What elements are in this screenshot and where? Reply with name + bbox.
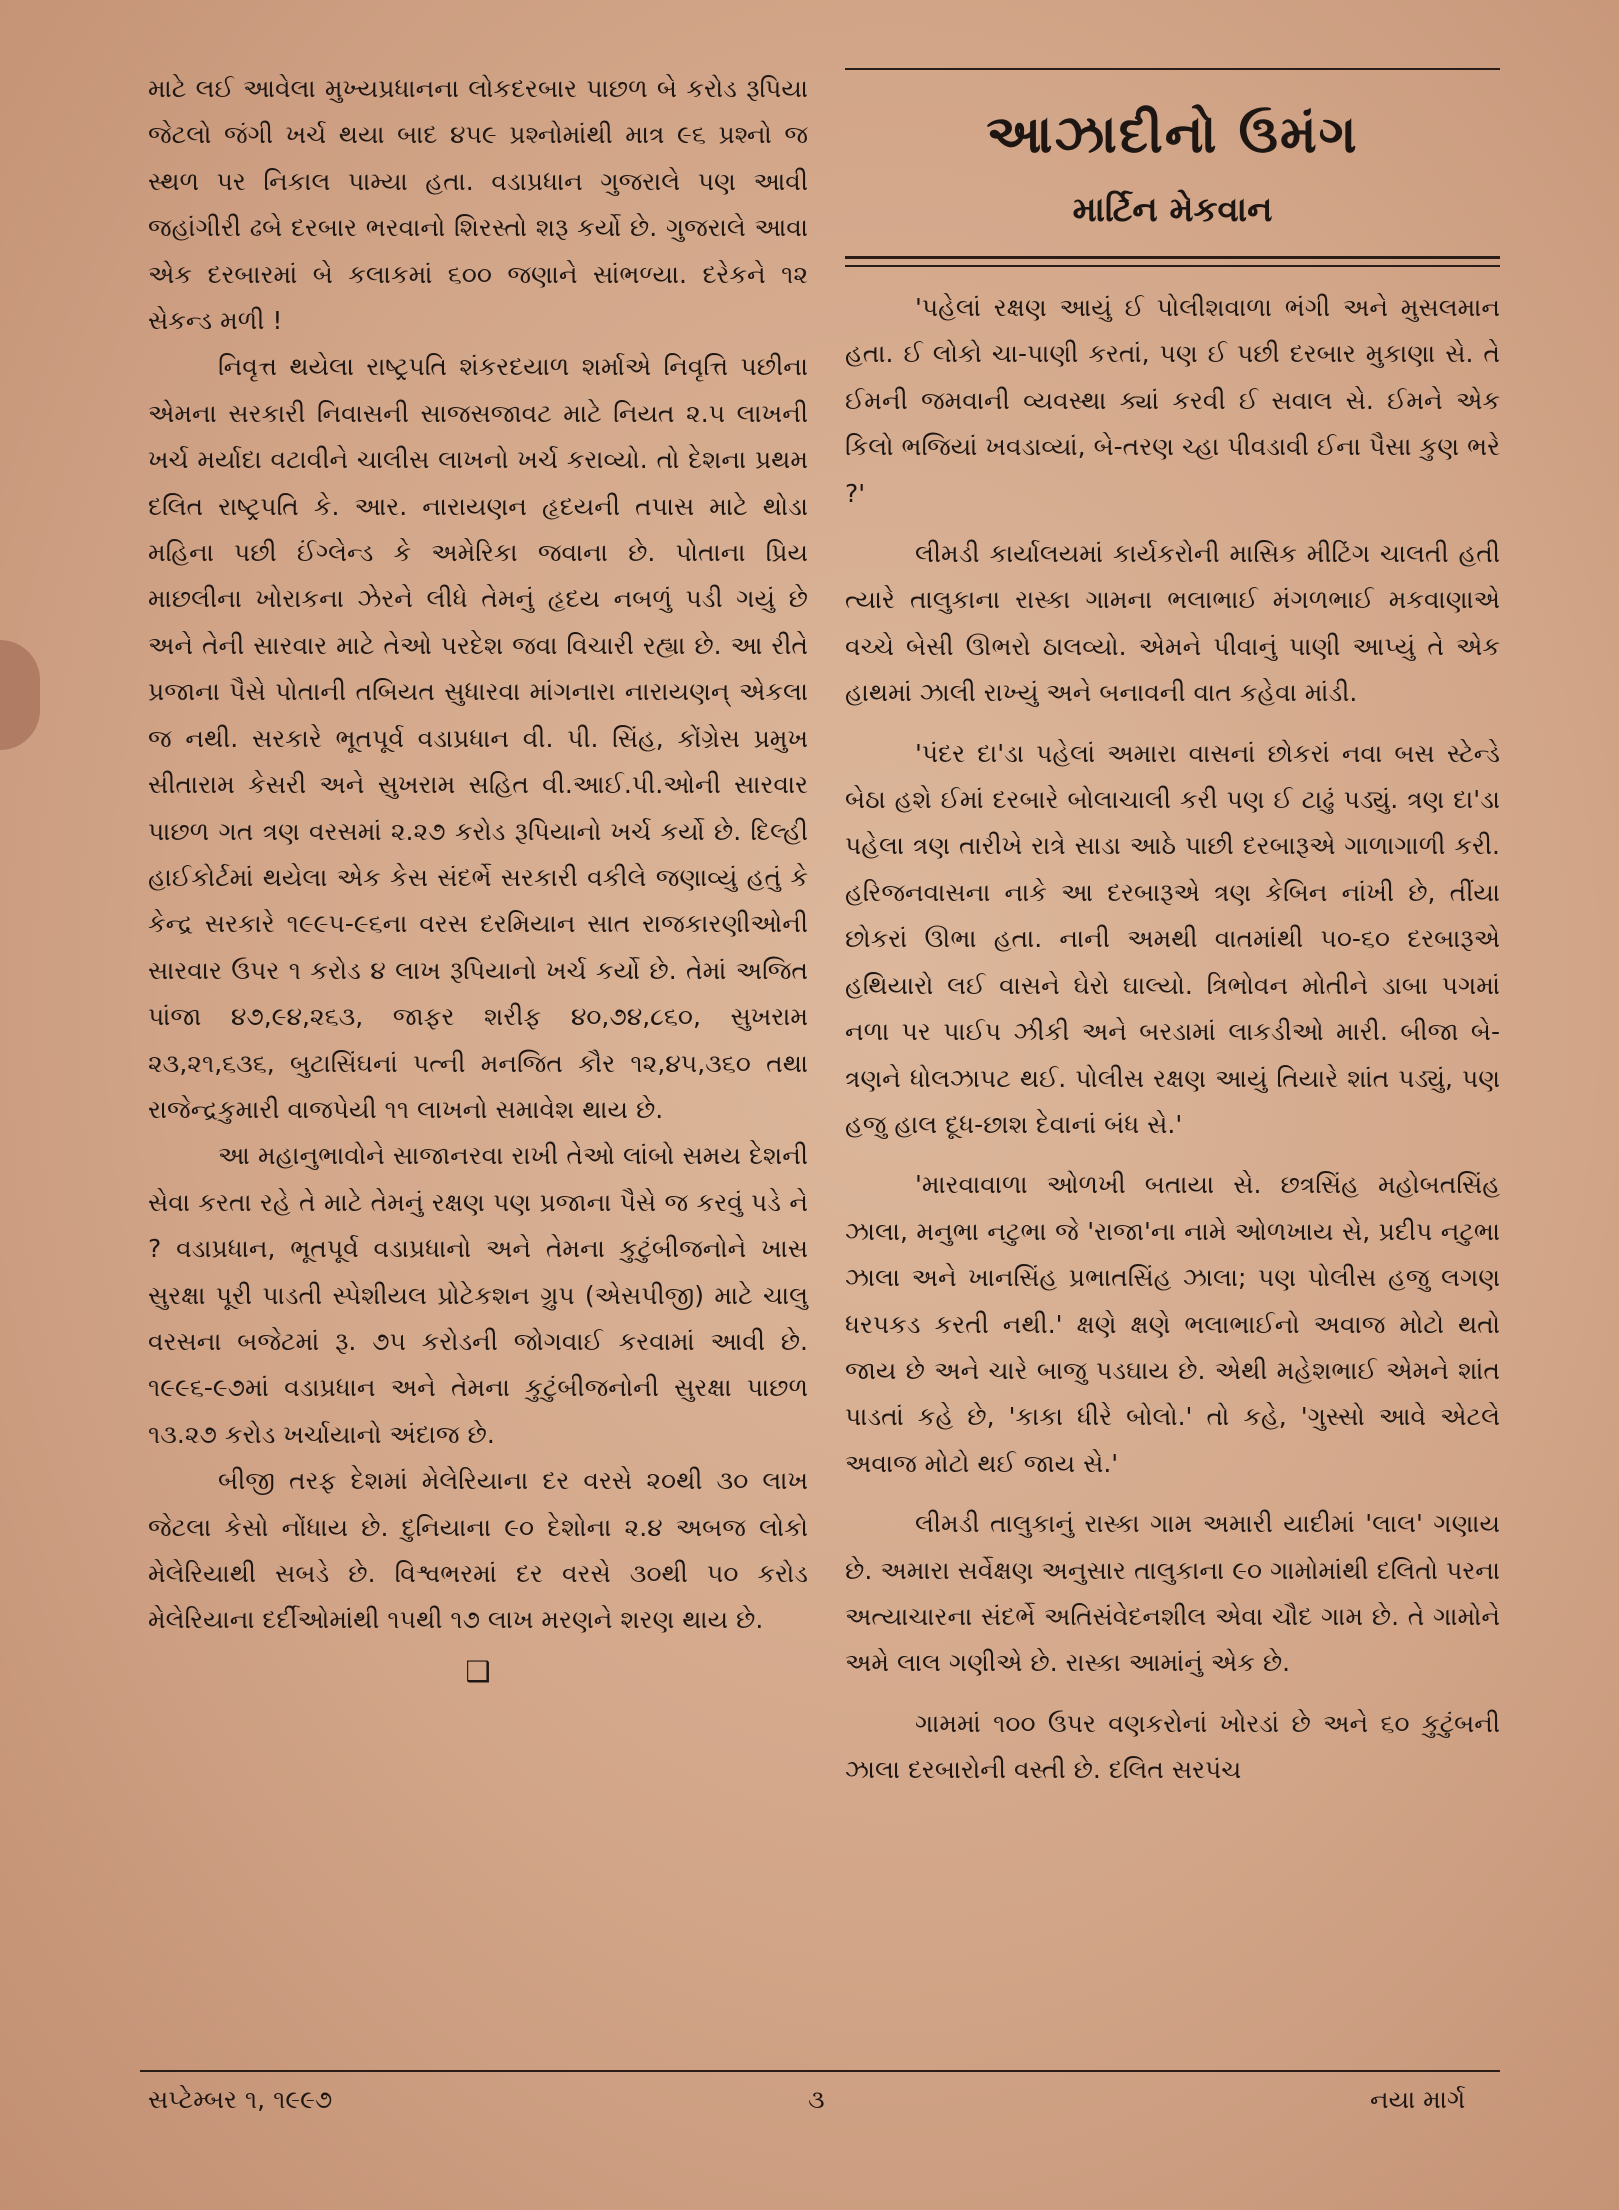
right-paragraph-3: 'પંદર દા'ડા પહેલાં અમારા વાસનાં છોકરાં નવા બસ સ્ટેન્ડે બેઠા હશે ઈમાં દરબારે બોલાચાલી કરી પણ ઈ ટાઢું પડ્યું. ત્રણ દા'ડા પહેલા ત્રણ તારીખે રાત્રે સાડા આઠે પાછી દરબારૂએ ગાળાગાળી કરી. હરિજનવાસના નાકે આ દરબારૂએ ત્રણ કેબિન નાંખી છે, તીંયા છોકરાં ઊભા હતા. નાની અમથી વાતમાંથી ૫૦-૬૦ દરબારૂએ હથિયારો લઈ વાસને ઘેરો ઘાલ્યો. ત્રિભોવન મોતીને ડાબા પગમાં નળા પર પાઈપ ઝીકી અને બરડામાં લાકડીઓ મારી. બીજા બે-ત્રણને ધોલઝાપટ થઈ. પોલીસ રક્ષણ આયું તિયારે શાંત પડ્યું, પણ હજુ હાલ દૂધ-છાશ દેવાનાં બંધ સે.' xyxy=(845,738,1500,1139)
title-rule xyxy=(845,256,1500,267)
right-paragraph-2: લીમડી કાર્યાલયમાં કાર્યકરોની માસિક મીટિંગ ચાલતી હતી ત્યારે તાલુકાના રાસ્કા ગામના ભલાભાઈ મંગળભાઈ મકવાણાએ વચ્ચે બેસી ઊભરો ઠાલવ્યો. એમને પીવાનું પાણી આપ્યું તે એક હાથમાં ઝાલી રાખ્યું અને બનાવની વાત કહેવા માંડી. xyxy=(845,539,1500,708)
top-rule xyxy=(845,68,1500,70)
right-paragraph-1: 'પહેલાં રક્ષણ આયું ઈ પોલીશવાળા ભંગી અને મુસલમાન હતા. ઈ લોકો ચા-પાણી કરતાં, પણ ઈ પછી દરબાર મુકાણા સે. તે ઈમની જમવાની વ્યવસ્થા ક્યાં કરવી ઈ સવાલ સે. ઈમને એક કિલો ભજિયાં ખવડાવ્યાં, બે-તરણ ચ્હા પીવડાવી ઈના પૈસા કુણ ભરે ?' xyxy=(845,293,1500,508)
right-paragraph-6: ગામમાં ૧૦૦ ઉપર વણકરોનાં ખોરડાં છે અને ૬૦ કુટુંબની ઝાલા દરબારોની વસ્તી છે. દલિત સરપંચ xyxy=(845,1708,1500,1785)
torn-edge xyxy=(0,640,40,750)
article-body xyxy=(845,285,1500,1794)
footer-rule xyxy=(140,2070,1500,2072)
publication-name: નયા માર્ગ xyxy=(1370,2085,1466,2114)
left-paragraph-4: બીજી તરફ દેશમાં મેલેરિયાના દર વરસે ૨૦થી ૩૦ લાખ જેટલા કેસો નોંધાય છે. દુનિયાના ૯૦ દેશોના ૨.૪ અબજ લોકો મેલેરિયાથી સબડે છે. વિશ્વભરમાં દર વરસે ૩૦થી ૫૦ કરોડ મેલેરિયાના દર્દીઓમાંથી ૧૫થી ૧૭ લાખ મરણને શરણ થાય છે. xyxy=(148,1466,808,1635)
end-mark-icon: ❑ xyxy=(465,1654,491,1688)
right-column xyxy=(845,68,1500,1808)
left-paragraph-2: નિવૃત્ત થયેલા રાષ્ટ્રપતિ શંકરદયાળ શર્માએ નિવૃત્તિ પછીના એમના સરકારી નિવાસની સાજસજાવટ માટે નિયત ૨.૫ લાખની ખર્ચ મર્યાદા વટાવીને ચાલીસ લાખનો ખર્ચ કરાવ્યો. તો દેશના પ્રથમ દલિત રાષ્ટ્રપતિ કે. આર. નારાયણન હૃદયની તપાસ માટે થોડા મહિના પછી ઈંગ્લેન્ડ કે અમેરિકા જવાના છે. પોતાના પ્રિય માછલીના ખોરાકના ઝેરને લીધે તેમનું હૃદય નબળું પડી ગયું છે અને તેની સારવાર માટે તેઓ પરદેશ જવા વિચારી રહ્યા છે. આ રીતે પ્રજાના પૈસે પોતાની તબિયત સુધારવા માંગનારા નારાયણન્ એકલા જ નથી. સરકારે ભૂતપૂર્વ વડાપ્રધાન વી. પી. સિંહ, કોંગ્રેસ પ્રમુખ સીતારામ કેસરી અને સુખરામ સહિત વી.આઈ.પી.ઓની સારવાર પાછળ ગત ત્રણ વરસમાં ૨.૨૭ કરોડ રૂપિયાનો ખર્ચ કર્યો છે. દિલ્હી હાઈકોર્ટમાં થયેલા એક કેસ સંદર્ભે સરકારી વકીલે જણાવ્યું હતું કે કેન્દ્ર સરકારે ૧૯૯૫-૯૬ના વરસ દરમિયાન સાત રાજકારણીઓની સારવાર ઉપર ૧ કરોડ ૪ લાખ રૂપિયાનો ખર્ચ કર્યો છે. તેમાં અજિત પાંજા ૪૭,૯૪,૨૬૩, જાફર શરીફ ૪૦,૭૪,૮૬૦, સુખરામ ૨૩,૨૧,૬૩૬, બુટાસિંઘનાં પત્ની મનજિત કૌર ૧૨,૪૫,૩૬૦ તથા રાજેન્દ્રકુમારી વાજપેયી ૧૧ લાખનો સમાવેશ થાય છે. xyxy=(148,352,808,1124)
page-number: ૩ xyxy=(808,2085,825,2114)
left-column xyxy=(148,66,808,1692)
footer-date: સપ્ટેમ્બર ૧, ૧૯૯૭ xyxy=(148,2085,333,2114)
article-author: માર્ટિન મેકવાન xyxy=(1072,190,1273,230)
right-paragraph-4: 'મારવાવાળા ઓળખી બતાયા સે. છત્રસિંહ મહોબતસિંહ ઝાલા, મનુભા નટુભા જે 'રાજા'ના નામે ઓળખાય સે, પ્રદીપ નટુભા ઝાલા અને ખાનસિંહ પ્રભાતસિંહ ઝાલા; પણ પોલીસ હજુ લગણ ધરપકડ કરતી નથી.' ક્ષણે ક્ષણે ભલાભાઈનો અવાજ મોટો થતો જાય છે અને ચારે બાજુ પડઘાય છે. એથી મહેશભાઈ એમને શાંત પાડતાં કહે છે, 'કાકા ધીરે બોલો.' તો કહે, 'ગુસ્સો આવે એટલે અવાજ મોટો થઈ જાય સે.' xyxy=(845,1170,1500,1478)
left-paragraph-3: આ મહાનુભાવોને સાજાનરવા રાખી તેઓ લાંબો સમય દેશની સેવા કરતા રહે તે માટે તેમનું રક્ષણ પણ પ્રજાના પૈસે જ કરવું પડે ને ? વડાપ્રધાન, ભૂતપૂર્વ વડાપ્રધાનો અને તેમના કુટુંબીજનોને ખાસ સુરક્ષા પૂરી પાડતી સ્પેશીયલ પ્રોટેકશન ગ્રુપ (એસપીજી) માટે ચાલુ વરસના બજેટમાં રૂ. ૭૫ કરોડની જોગવાઈ કરવામાં આવી છે. ૧૯૯૬-૯૭માં વડાપ્રધાન અને તેમના કુટુંબીજનોની સુરક્ષા પાછળ ૧૩.૨૭ કરોડ ખર્ચાયાનો અંદાજ છે. xyxy=(148,1141,808,1449)
article-title: આઝાદીનો ઉમંગ xyxy=(986,105,1359,165)
left-paragraph-1: માટે લઈ આવેલા મુખ્યપ્રધાનના લોકદરબાર પાછળ બે કરોડ રૂપિયા જેટલો જંગી ખર્ચ થયા બાદ ૪૫૯ પ્રશ્નોમાંથી માત્ર ૯૬ પ્રશ્નો જ સ્થળ પર નિકાલ પામ્યા હતા. વડાપ્રધાન ગુજરાલે પણ આવી જહાંગીરી ઢબે દરબાર ભરવાનો શિરસ્તો શરૂ કર્યો છે. ગુજરાલે આવા એક દરબારમાં બે કલાકમાં ૬૦૦ જણાને સાંભળ્યા. દરેકને ૧૨ સેકન્ડ મળી ! xyxy=(148,74,808,336)
right-paragraph-5: લીમડી તાલુકાનું રાસ્કા ગામ અમારી યાદીમાં 'લાલ' ગણાય છે. અમારા સર્વેક્ષણ અનુસાર તાલુકાના ૯૦ ગામોમાંથી દલિતો પરના અત્યાચારના સંદર્ભે અતિસંવેદનશીલ એવા ચૌદ ગામ છે. તે ગામોને અમે લાલ ગણીએ છે. રાસ્કા આમાંનું એક છે. xyxy=(845,1509,1500,1678)
